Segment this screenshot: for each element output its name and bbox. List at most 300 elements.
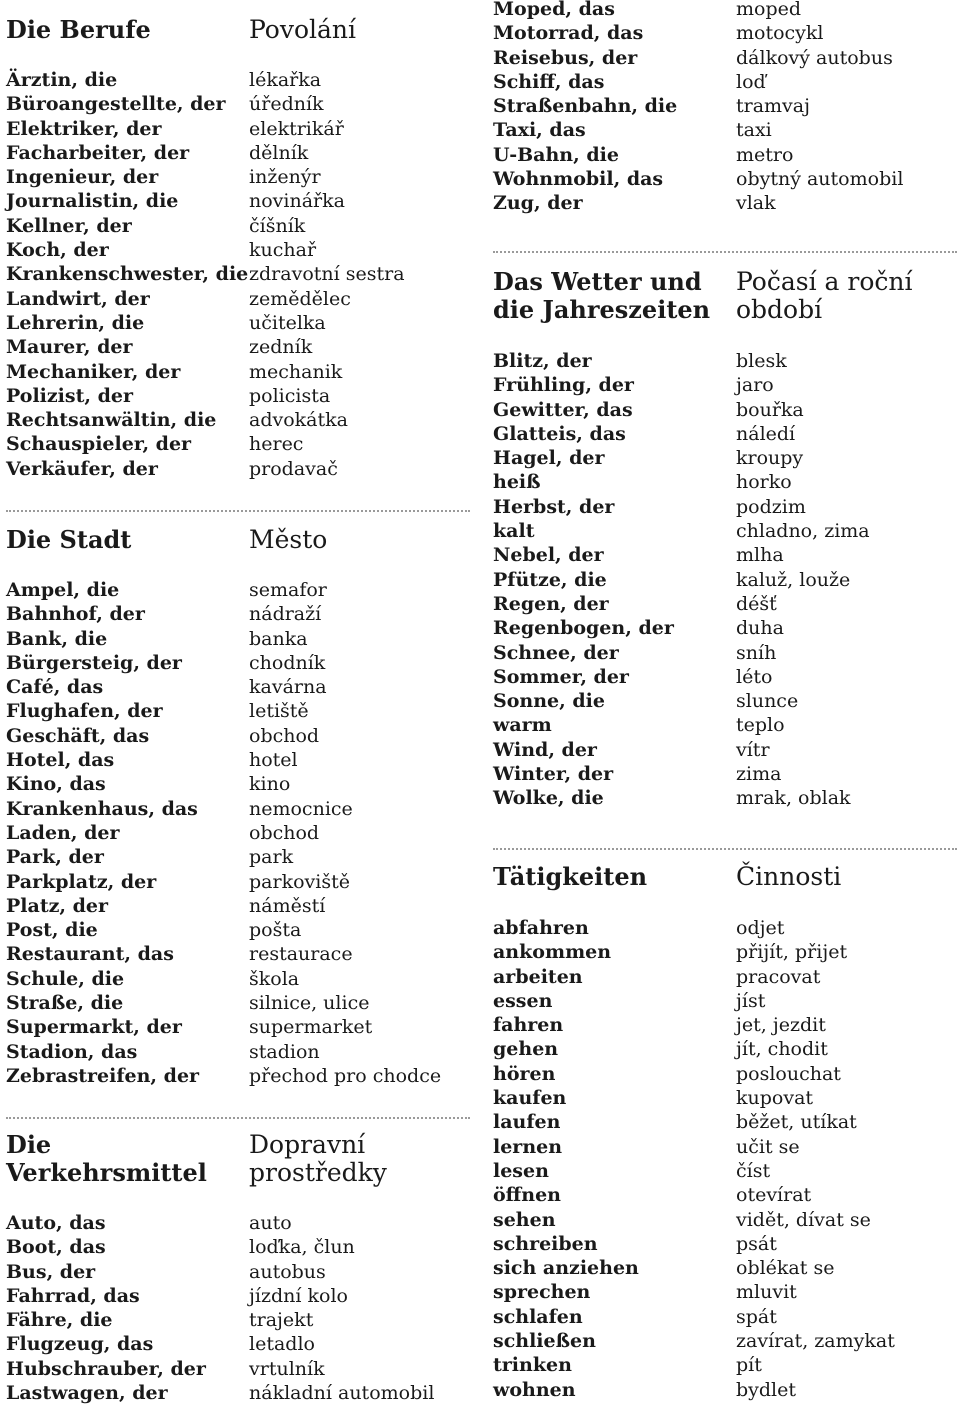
vocab-row (493, 1353, 957, 1377)
vocab-row (6, 117, 470, 141)
word-list (6, 1211, 470, 1405)
german-word: Ingenieur, der (6, 166, 159, 189)
czech-translation: léto (736, 665, 773, 688)
german-word: fahren (493, 1014, 564, 1037)
german-word: sehen (493, 1208, 556, 1231)
german-word: Gewitter, das (493, 398, 633, 421)
czech-translation: restaurace (249, 943, 353, 966)
german-word: Wolke, die (493, 787, 604, 810)
vocab-row (493, 1062, 957, 1086)
vocab-row (493, 191, 957, 215)
czech-translation: vlak (736, 192, 776, 215)
vocab-row (493, 21, 957, 45)
vocab-row (493, 1256, 957, 1280)
czech-translation: elektrikář (249, 117, 344, 140)
czech-translation: lékařka (249, 69, 322, 91)
german-word: ankommen (493, 941, 612, 964)
german-word: Laden, der (6, 821, 120, 844)
heading-czech: Činnosti (736, 862, 842, 891)
czech-translation: sníh (736, 641, 777, 664)
german-word: Ampel, die (6, 579, 120, 601)
czech-translation: kuchař (249, 239, 317, 262)
czech-translation: prodavač (249, 457, 338, 480)
vocab-row (493, 762, 957, 786)
german-word: Sommer, der (493, 665, 629, 688)
german-word: kaufen (493, 1087, 567, 1110)
czech-translation: obchod (249, 724, 320, 747)
vocab-row (6, 141, 470, 165)
german-word: sich anziehen (493, 1257, 639, 1280)
czech-translation: metro (736, 143, 794, 166)
vocab-row (6, 1064, 470, 1088)
german-word: Bus, der (6, 1260, 96, 1283)
czech-translation: chodník (249, 651, 326, 674)
german-word: Hubschrauber, der (6, 1357, 206, 1380)
section-verkehrsmittel-continued (493, 0, 957, 216)
czech-translation: stadion (249, 1040, 320, 1063)
vocab-row (6, 408, 470, 432)
german-word: Nebel, der (493, 544, 604, 567)
vocab-row (493, 70, 957, 94)
czech-translation: přechod pro chodce (249, 1064, 442, 1087)
vocab-row (493, 786, 957, 810)
vocab-row (6, 238, 470, 262)
czech-translation: vítr (736, 738, 770, 761)
vocab-row (493, 1280, 957, 1304)
german-word: Winter, der (493, 763, 614, 786)
german-word: Café, das (6, 676, 104, 699)
section-heading (6, 526, 470, 578)
vocab-row (6, 991, 470, 1015)
vocab-row (6, 287, 470, 311)
vocab-row (6, 1332, 470, 1356)
german-word: Fähre, die (6, 1309, 113, 1332)
german-word: Straßenbahn, die (493, 95, 678, 118)
vocab-row (6, 1284, 470, 1308)
german-word: Bahnhof, der (6, 603, 145, 626)
czech-translation: psát (736, 1232, 777, 1255)
vocab-row (6, 360, 470, 384)
german-word: Supermarkt, der (6, 1016, 182, 1039)
german-word: U-Bahn, die (493, 143, 619, 166)
german-word: abfahren (493, 917, 589, 939)
czech-translation: novinářka (249, 190, 345, 213)
vocab-row (6, 1040, 470, 1064)
vocab-row (6, 821, 470, 845)
section-divider (493, 848, 957, 850)
german-word: lernen (493, 1135, 563, 1158)
vocab-row (493, 118, 957, 142)
german-word: Krankenschwester, die (6, 263, 249, 286)
section-divider (6, 510, 470, 512)
czech-translation: dělník (249, 141, 309, 164)
vocab-row (493, 373, 957, 397)
czech-translation: trajekt (249, 1309, 314, 1332)
german-word: Lastwagen, der (6, 1382, 168, 1405)
czech-translation: autobus (249, 1260, 326, 1283)
heading-czech: Počasí a roční (736, 267, 913, 296)
section-berufe (6, 16, 470, 481)
czech-translation: podzim (736, 495, 806, 518)
czech-translation: vidět, dívat se (736, 1208, 871, 1231)
german-word: Post, die (6, 919, 98, 942)
czech-translation: otevírat (736, 1184, 812, 1207)
german-word: schreiben (493, 1232, 598, 1255)
german-word: Moped, das (493, 0, 615, 20)
german-word: Blitz, der (493, 350, 592, 372)
czech-translation: policista (249, 384, 331, 407)
vocab-row (6, 627, 470, 651)
vocab-row (493, 0, 957, 21)
heading-german: Tätigkeiten (493, 862, 648, 891)
czech-translation: pít (736, 1354, 762, 1377)
section-stadt (6, 526, 470, 1088)
czech-translation: herec (249, 433, 304, 456)
german-word: laufen (493, 1111, 561, 1134)
german-word: Boot, das (6, 1236, 106, 1259)
vocab-row (6, 1357, 470, 1381)
czech-translation: mlha (736, 544, 784, 567)
heading-czech-line2: období (736, 295, 823, 324)
czech-translation: inženýr (249, 166, 321, 189)
vocab-row (493, 519, 957, 543)
german-word: Platz, der (6, 894, 108, 917)
czech-translation: bouřka (736, 398, 804, 421)
czech-translation: supermarket (249, 1016, 373, 1039)
word-list (493, 916, 957, 1402)
czech-translation: advokátka (249, 409, 348, 432)
vocab-row (493, 592, 957, 616)
vocab-row (493, 713, 957, 737)
heading-czech: Povolání (249, 15, 357, 44)
czech-translation: bydlet (736, 1378, 797, 1401)
section-heading (6, 1131, 470, 1211)
vocab-row (493, 568, 957, 592)
section-heading (493, 268, 957, 349)
german-word: Hagel, der (493, 447, 605, 470)
german-word: Taxi, das (493, 119, 586, 142)
vocab-row (493, 689, 957, 713)
czech-translation: kino (249, 773, 291, 796)
german-word: Zebrastreifen, der (6, 1064, 200, 1087)
vocab-row (6, 1235, 470, 1259)
section-heading (493, 863, 957, 916)
czech-translation: tramvaj (736, 95, 811, 118)
czech-translation: park (249, 846, 294, 869)
czech-translation: zemědělec (249, 287, 351, 310)
vocab-row (6, 432, 470, 456)
german-word: Sonne, die (493, 690, 605, 713)
vocab-row (6, 675, 470, 699)
vocab-row (6, 214, 470, 238)
german-word: Flughafen, der (6, 700, 163, 723)
czech-translation: zdravotní sestra (249, 263, 405, 286)
vocab-row (6, 335, 470, 359)
vocab-row (493, 916, 957, 940)
vocab-row (493, 143, 957, 167)
czech-translation: přijít, přijet (736, 941, 848, 964)
german-word: Motorrad, das (493, 22, 644, 45)
vocab-row (493, 495, 957, 519)
czech-translation: škola (249, 967, 300, 990)
german-word: schlafen (493, 1305, 583, 1328)
german-word: Auto, das (6, 1212, 106, 1234)
vocab-row (6, 189, 470, 213)
czech-translation: zedník (249, 336, 313, 359)
word-list (6, 578, 470, 1088)
german-word: Pfütze, die (493, 568, 607, 591)
german-word: Facharbeiter, der (6, 141, 190, 164)
german-word: Schiff, das (493, 70, 605, 93)
vocab-row (493, 1305, 957, 1329)
vocab-row (6, 651, 470, 675)
czech-translation: nádraží (249, 603, 322, 626)
czech-translation: loďka, člun (249, 1236, 355, 1259)
word-list (6, 68, 470, 481)
german-word: Bürgersteig, der (6, 651, 182, 674)
vocab-row (493, 940, 957, 964)
vocab-row (493, 94, 957, 118)
vocab-row (493, 641, 957, 665)
german-word: gehen (493, 1038, 559, 1061)
vocab-row (6, 262, 470, 286)
vocab-row (6, 602, 470, 626)
czech-translation: číst (736, 1159, 771, 1182)
german-word: Polizist, der (6, 384, 133, 407)
czech-translation: mluvit (736, 1281, 797, 1304)
german-word: sprechen (493, 1281, 591, 1304)
vocab-row (493, 616, 957, 640)
german-word: Parkplatz, der (6, 870, 157, 893)
czech-translation: jízdní kolo (249, 1284, 348, 1307)
vocab-row (493, 1110, 957, 1134)
czech-translation: loď (736, 70, 766, 93)
german-word: Herbst, der (493, 495, 615, 518)
german-word: Regenbogen, der (493, 617, 674, 640)
german-word: Verkäufer, der (6, 457, 158, 480)
german-word: Schauspieler, der (6, 433, 192, 456)
czech-translation: kaluž, louže (736, 568, 851, 591)
czech-translation: parkoviště (249, 870, 350, 893)
german-word: Schnee, der (493, 641, 619, 664)
heading-czech-line2: prostředky (249, 1158, 387, 1187)
czech-translation: obytný automobil (736, 168, 904, 191)
czech-translation: vrtulník (249, 1357, 325, 1380)
section-wetter (493, 268, 957, 811)
czech-translation: banka (249, 627, 308, 650)
vocab-row (493, 1232, 957, 1256)
czech-translation: zavírat, zamykat (736, 1330, 895, 1353)
vocab-row (6, 797, 470, 821)
czech-translation: poslouchat (736, 1062, 841, 1085)
czech-translation: odjet (736, 917, 785, 939)
vocab-row (6, 68, 470, 92)
vocab-row (6, 699, 470, 723)
german-word: Restaurant, das (6, 943, 174, 966)
german-word: Landwirt, der (6, 287, 150, 310)
german-word: warm (493, 714, 552, 737)
german-word: Mechaniker, der (6, 360, 181, 383)
heading-german: Die (6, 1130, 52, 1159)
german-word: Fahrrad, das (6, 1284, 140, 1307)
vocab-row (6, 772, 470, 796)
vocab-row (493, 398, 957, 422)
vocab-row (6, 1308, 470, 1332)
german-word: Regen, der (493, 592, 609, 615)
vocab-row (6, 845, 470, 869)
vocab-row (6, 748, 470, 772)
czech-translation: chladno, zima (736, 520, 870, 543)
vocab-row (493, 446, 957, 470)
vocab-row (6, 894, 470, 918)
czech-translation: kupovat (736, 1087, 814, 1110)
vocab-row (6, 1260, 470, 1284)
german-word: Wind, der (493, 738, 597, 761)
vocab-row (493, 1183, 957, 1207)
vocab-row (493, 1159, 957, 1183)
german-word: Elektriker, der (6, 117, 162, 140)
german-word: trinken (493, 1354, 572, 1377)
heading-german: Die Berufe (6, 15, 151, 44)
vocab-row (6, 311, 470, 335)
czech-translation: auto (249, 1212, 292, 1234)
czech-translation: letiště (249, 700, 309, 723)
czech-translation: mrak, oblak (736, 787, 851, 810)
german-word: Wohnmobil, das (493, 168, 664, 191)
german-word: Journalistin, die (6, 190, 179, 213)
czech-translation: pošta (249, 919, 302, 942)
vocab-row (6, 870, 470, 894)
czech-translation: jít, chodit (736, 1038, 828, 1061)
heading-czech: Město (249, 525, 328, 554)
vocab-row (493, 349, 957, 373)
czech-translation: nákladní automobil (249, 1382, 435, 1405)
vocab-row (493, 1208, 957, 1232)
german-word: Zug, der (493, 192, 583, 215)
german-word: Geschäft, das (6, 724, 150, 747)
czech-translation: spát (736, 1305, 777, 1328)
german-word: kalt (493, 520, 535, 543)
section-divider (6, 1117, 470, 1119)
vocab-row (493, 422, 957, 446)
german-word: Ärztin, die (6, 69, 118, 91)
czech-translation: silnice, ulice (249, 992, 370, 1015)
vocab-row (493, 1329, 957, 1353)
section-verkehrsmittel (6, 1131, 470, 1405)
czech-translation: úředník (249, 93, 324, 116)
german-word: schließen (493, 1330, 596, 1353)
german-word: Büroangestellte, der (6, 93, 226, 116)
czech-translation: kroupy (736, 447, 804, 470)
czech-translation: číšník (249, 214, 306, 237)
czech-translation: blesk (736, 350, 787, 372)
heading-czech: Dopravní (249, 1130, 366, 1159)
czech-translation: jíst (736, 989, 766, 1012)
german-word: Hotel, das (6, 749, 115, 772)
vocab-row (493, 1086, 957, 1110)
czech-translation: horko (736, 471, 792, 494)
german-word: wohnen (493, 1378, 576, 1401)
german-word: Schule, die (6, 967, 125, 990)
german-word: Park, der (6, 846, 104, 869)
czech-translation: pracovat (736, 965, 821, 988)
czech-translation: mechanik (249, 360, 343, 383)
czech-translation: kavárna (249, 676, 327, 699)
vocab-row (493, 738, 957, 762)
vocab-row (493, 1135, 957, 1159)
vocab-row (493, 989, 957, 1013)
czech-translation: učit se (736, 1135, 800, 1158)
heading-german-line2: Verkehrsmittel (6, 1158, 207, 1187)
german-word: Frühling, der (493, 374, 634, 397)
word-list (493, 349, 957, 811)
czech-translation: letadlo (249, 1333, 315, 1356)
czech-translation: déšť (736, 592, 777, 615)
vocab-row (493, 965, 957, 989)
vocab-row (493, 167, 957, 191)
vocab-row (493, 470, 957, 494)
czech-translation: běžet, utíkat (736, 1111, 857, 1134)
czech-translation: zima (736, 763, 782, 786)
german-word: arbeiten (493, 965, 583, 988)
german-word: Reisebus, der (493, 46, 638, 69)
czech-translation: obchod (249, 821, 320, 844)
czech-translation: motocykl (736, 22, 824, 45)
czech-translation: nemocnice (249, 797, 353, 820)
vocab-row (493, 543, 957, 567)
czech-translation: učitelka (249, 311, 326, 334)
german-word: Glatteis, das (493, 422, 626, 445)
vocab-row (6, 578, 470, 602)
vocab-row (6, 967, 470, 991)
czech-translation: teplo (736, 714, 785, 737)
german-word: Maurer, der (6, 336, 133, 359)
vocab-row (6, 384, 470, 408)
german-word: Bank, die (6, 627, 108, 650)
czech-translation: moped (736, 0, 802, 20)
section-divider (493, 251, 957, 253)
czech-translation: jaro (736, 374, 774, 397)
vocab-row (493, 46, 957, 70)
german-word: essen (493, 989, 553, 1012)
german-word: hören (493, 1062, 556, 1085)
czech-translation: taxi (736, 119, 772, 142)
heading-german: Das Wetter und (493, 267, 702, 296)
german-word: Koch, der (6, 239, 109, 262)
czech-translation: náledí (736, 422, 796, 445)
heading-german-line2: die Jahreszeiten (493, 295, 711, 324)
german-word: Krankenhaus, das (6, 797, 198, 820)
vocab-row (6, 165, 470, 189)
vocab-row (6, 724, 470, 748)
vocab-row (6, 942, 470, 966)
czech-translation: hotel (249, 749, 298, 772)
heading-german: Die Stadt (6, 525, 132, 554)
german-word: öffnen (493, 1184, 561, 1207)
czech-translation: náměstí (249, 894, 326, 917)
vocab-row (6, 92, 470, 116)
german-word: Stadion, das (6, 1040, 138, 1063)
vocab-row (493, 1378, 957, 1402)
vocab-row (493, 1013, 957, 1037)
czech-translation: jet, jezdit (736, 1014, 826, 1037)
vocab-row (6, 457, 470, 481)
czech-translation: dálkový autobus (736, 46, 893, 69)
german-word: Straße, die (6, 992, 124, 1015)
czech-translation: semafor (249, 579, 327, 601)
vocab-row (6, 1015, 470, 1039)
german-word: Rechtsanwältin, die (6, 409, 217, 432)
